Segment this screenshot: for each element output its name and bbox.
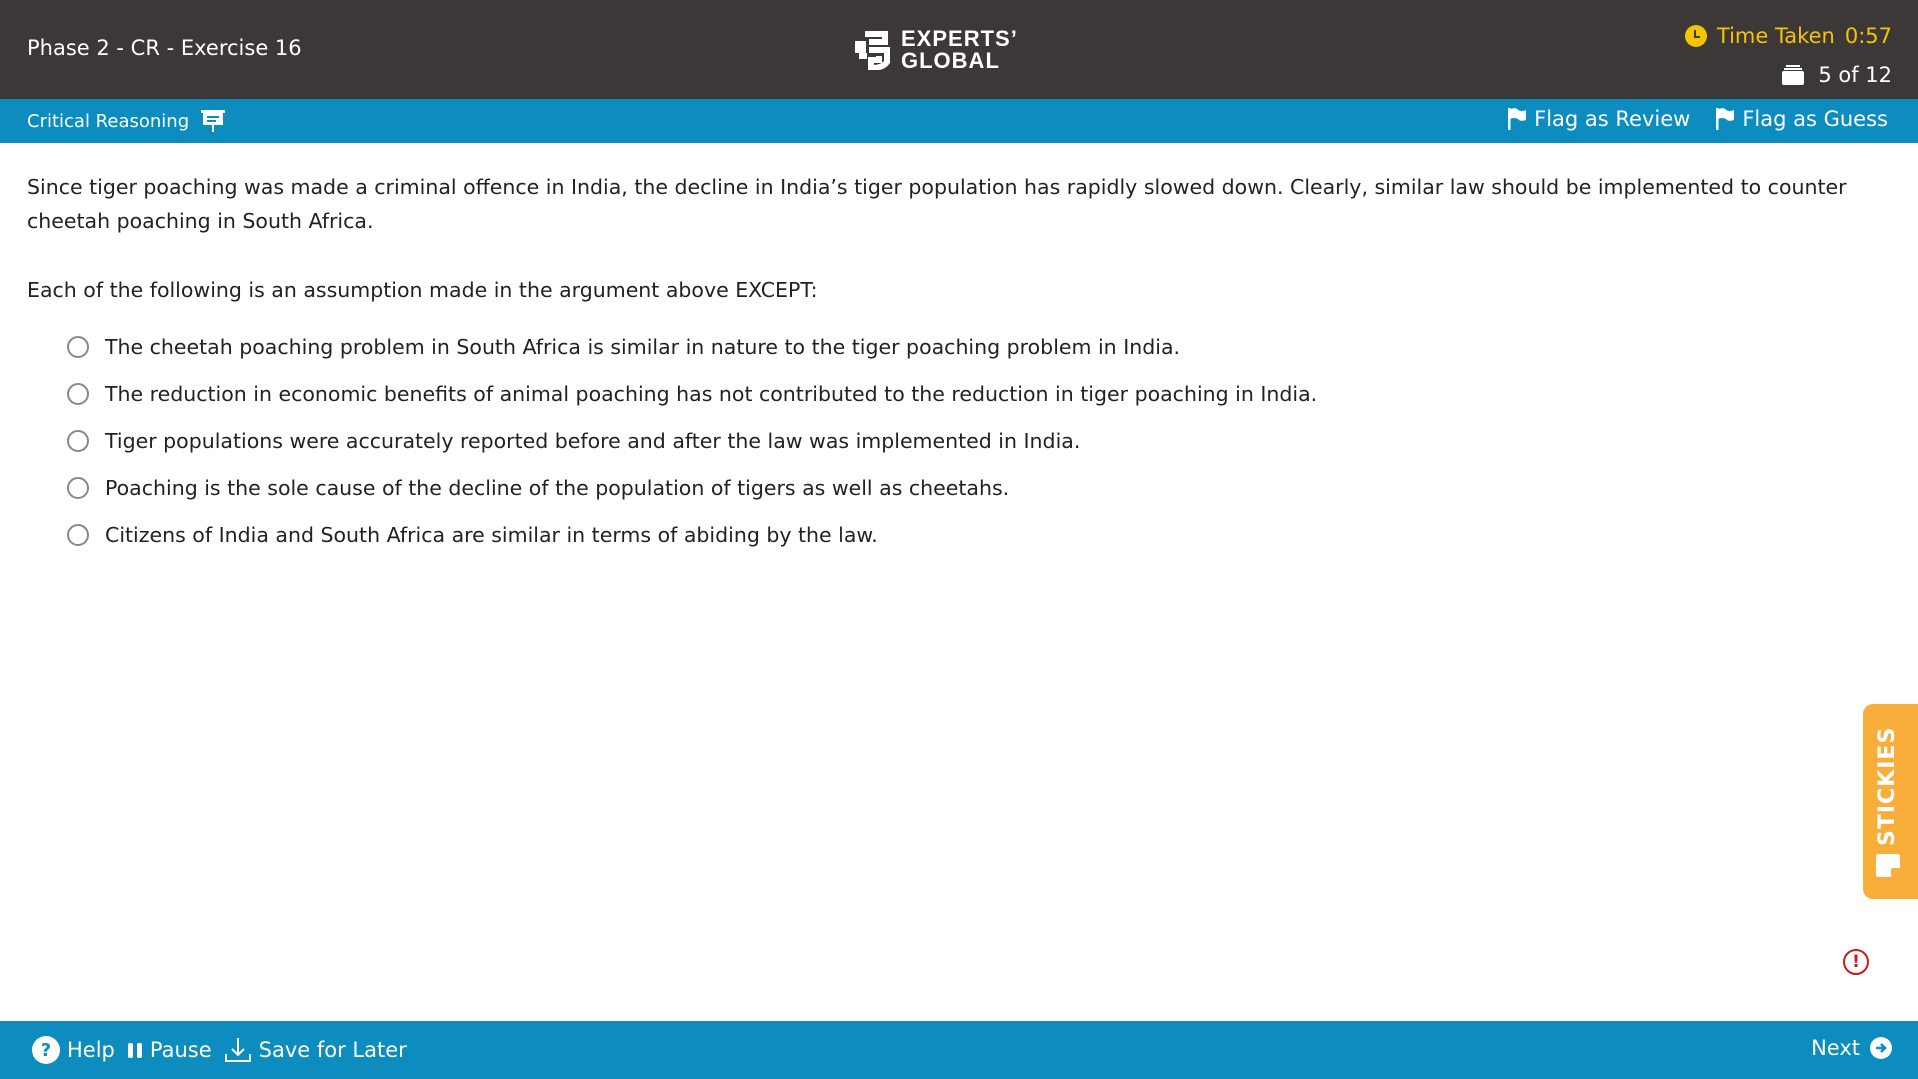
radio-button[interactable] [67,430,89,452]
help-label: Help [67,1038,115,1062]
help-icon [32,1036,60,1064]
clock-icon [1685,25,1707,47]
next-label: Next [1811,1036,1860,1060]
bottom-toolbar [0,1021,1918,1079]
arrow-right-circle-icon [1870,1037,1892,1059]
time-value: 0:57 [1844,24,1892,48]
stack-icon [1782,65,1804,85]
save-for-later-button[interactable] [224,1037,407,1063]
next-button[interactable] [1811,1036,1892,1060]
stickies-label: STICKIES [1875,726,1900,846]
flag-icon [1716,108,1734,130]
question-stem: Each of the following is an assumption made in the argument above EXCEPT: [27,278,818,302]
experts-global-logo [855,28,1018,72]
progress-text: 5 of 12 [1818,63,1892,87]
answer-option[interactable] [67,324,1887,371]
radio-button[interactable] [67,524,89,546]
pause-button[interactable] [127,1038,212,1062]
radio-button[interactable] [67,477,89,499]
top-header [0,0,1918,99]
presentation-icon[interactable] [201,110,225,132]
report-error-icon[interactable]: ! [1843,949,1869,975]
pause-icon [127,1041,143,1059]
flag-guess-button[interactable] [1716,107,1888,131]
option-text: Citizens of India and South Africa are similar in terms of abiding by the law. [105,522,878,547]
logo-line2: GLOBAL [901,48,1000,73]
logo-line1: EXPERTS’ [901,26,1018,51]
question-area [27,170,1887,558]
passage: Since tiger poaching was made a criminal offence in India, the decline in India’s tiger population has rapidly slowed down. Clearly, similar law should be implemented to counter cheetah poaching in South Africa. [27,175,1847,233]
answer-option[interactable] [67,371,1887,418]
flag-review-button[interactable] [1508,107,1690,131]
help-button[interactable] [32,1036,115,1064]
flag-icon [1508,108,1526,130]
save-label: Save for Later [258,1038,407,1062]
question-counter [1782,63,1892,87]
radio-button[interactable] [67,383,89,405]
option-text: The cheetah poaching problem in South Africa is similar in nature to the tiger poaching problem in India. [105,335,1181,360]
time-taken [1685,24,1892,48]
option-text: Poaching is the sole cause of the decline of the population of tigers as well as cheetahs. [105,475,1010,500]
answer-option[interactable] [67,464,1887,511]
stickies-tab[interactable] [1863,704,1918,899]
flag-review-label: Flag as Review [1534,107,1691,131]
answer-options [67,324,1887,558]
section-label: Critical Reasoning [27,110,190,132]
pause-label: Pause [149,1038,212,1062]
radio-button[interactable] [67,336,89,358]
option-text: Tiger populations were accurately reported before and after the law was implemented in India. [105,428,1081,453]
answer-option[interactable] [67,418,1887,465]
time-label: Time Taken [1716,24,1835,48]
svg-text:?: ? [40,1040,52,1061]
option-text: The reduction in economic benefits of animal poaching has not contributed to the reduction in tiger poaching in India. [105,382,1318,407]
exercise-title: Phase 2 - CR - Exercise 16 [27,36,302,60]
section-name [27,110,225,132]
answer-option[interactable] [67,511,1887,558]
sticky-note-icon [1875,852,1901,878]
flag-guess-label: Flag as Guess [1742,107,1888,131]
section-bar [0,99,1918,143]
logo-g-icon [855,30,891,70]
download-icon [224,1037,252,1063]
